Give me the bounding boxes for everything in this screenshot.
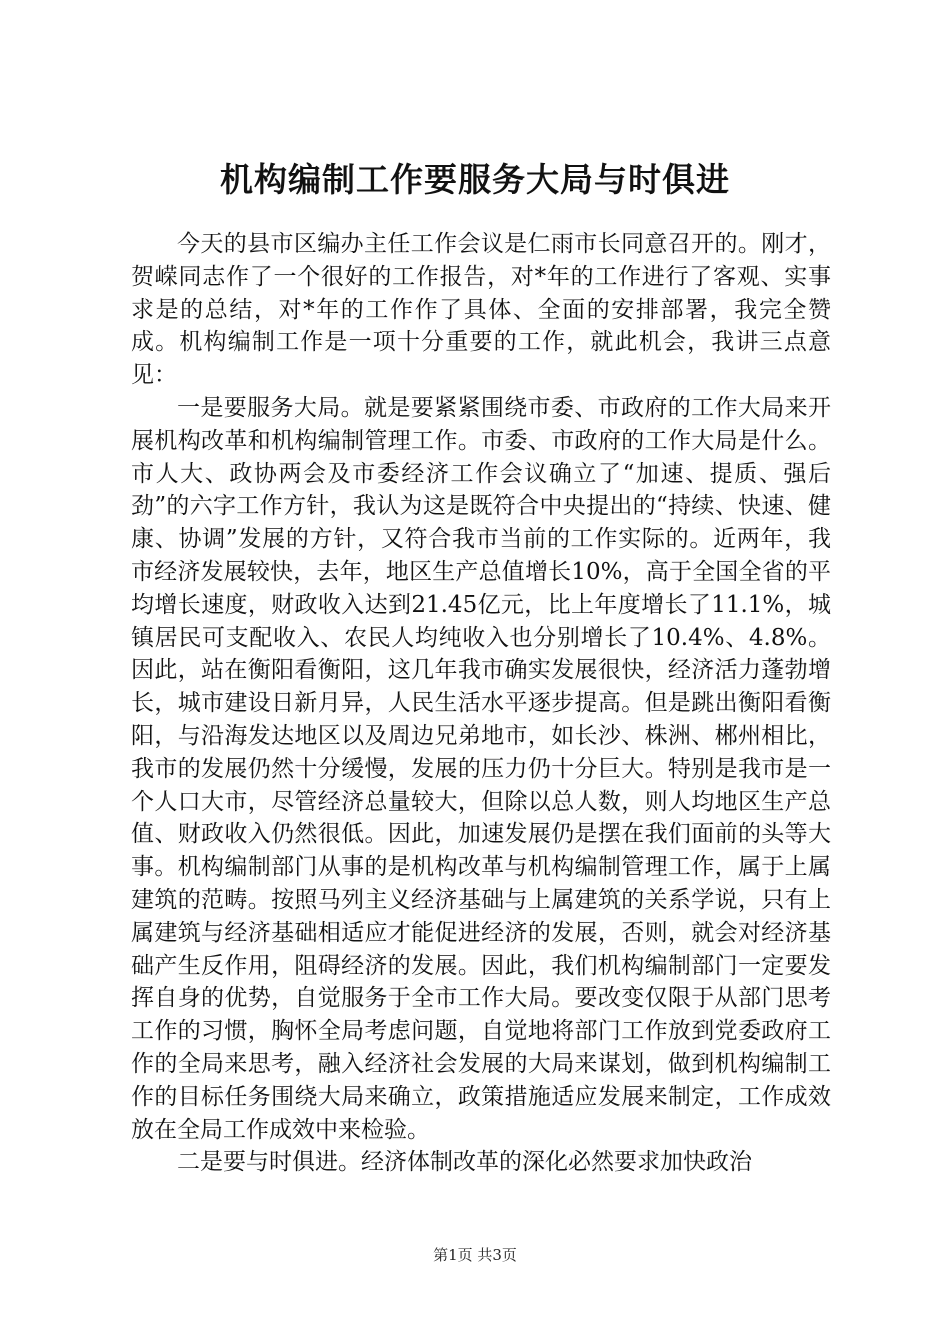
paragraph-keep-pace: 二是要与时俱进。经济体制改革的深化必然要求加快政治 [177, 1149, 752, 1176]
document-body [131, 228, 831, 1179]
paragraph-intro: 今天的县市区编办主任工作会议是仁雨市长同意召开的。刚才，贺嵘同志作了一个很好的工作报告，对*年的工作进行了客观、实事求是的总结，对*年的工作作了具体、全面的安排部署，我完全赞成。机构编制工作是一项十分重要的工作，就此机会，我讲三点意见： [131, 231, 831, 389]
page-number-footer: 第1页 共3页 [433, 1246, 517, 1264]
paragraph-serve-overall: 一是要服务大局。就是要紧紧围绕市委、市政府的工作大局来开展机构改革和机构编制管理工作。市委、市政府的工作大局是什么。市人大、政协两会及市委经济工作会议确立了“加速、提质、强后劲”的六字工作方针，我认为这是既符合中央提出的“持续、快速、健康、协调”发展的方针，又符合我市当前的工作实际的。近两年，我市经济发展较快，去年，地区生产总值增长10%，高于全国全省的平均增长速度，财政收入达到21.45亿元，比上年度增长了11.1%，城镇居民可支配收入、农民人均纯收入也分别增长了10.4%、4.8%。因此，站在衡阳看衡阳，这几年我市确实发展很快，经济活力蓬勃增长，城市建设日新月异，人民生活水平逐步提高。但是跳出衡阳看衡阳，与沿海发达地区以及周边兄弟地市，如长沙、株洲、郴州相比，我市的发展仍然十分缓慢，发展的压力仍十分巨大。特别是我市是一个人口大市，尽管经济总量较大，但除以总人数，则人均地区生产总值、财政收入仍然很低。因此，加速发展仍是摆在我们面前的头等大事。机构编制部门从事的是机构改革与机构编制管理工作，属于上属建筑的范畴。按照马列主义经济基础与上属建筑的关系学说，只有上属建筑与经济基础相适应才能促进经济的发展，否则，就会对经济基础产生反作用，阻碍经济的发展。因此，我们机构编制部门一定要发挥自身的优势，自觉服务于全市工作大局。要改变仅限于从部门思考工作的习惯，胸怀全局考虑问题，自觉地将部门工作放到党委政府工作的全局来思考，融入经济社会发展的大局来谋划，做到机构编制工作的目标任务围绕大局来确立，政策措施适应发展来制定，工作成效放在全局工作成效中来检验。 [131, 394, 831, 1143]
document-title: 机构编制工作要服务大局与时俱进 [220, 160, 730, 199]
